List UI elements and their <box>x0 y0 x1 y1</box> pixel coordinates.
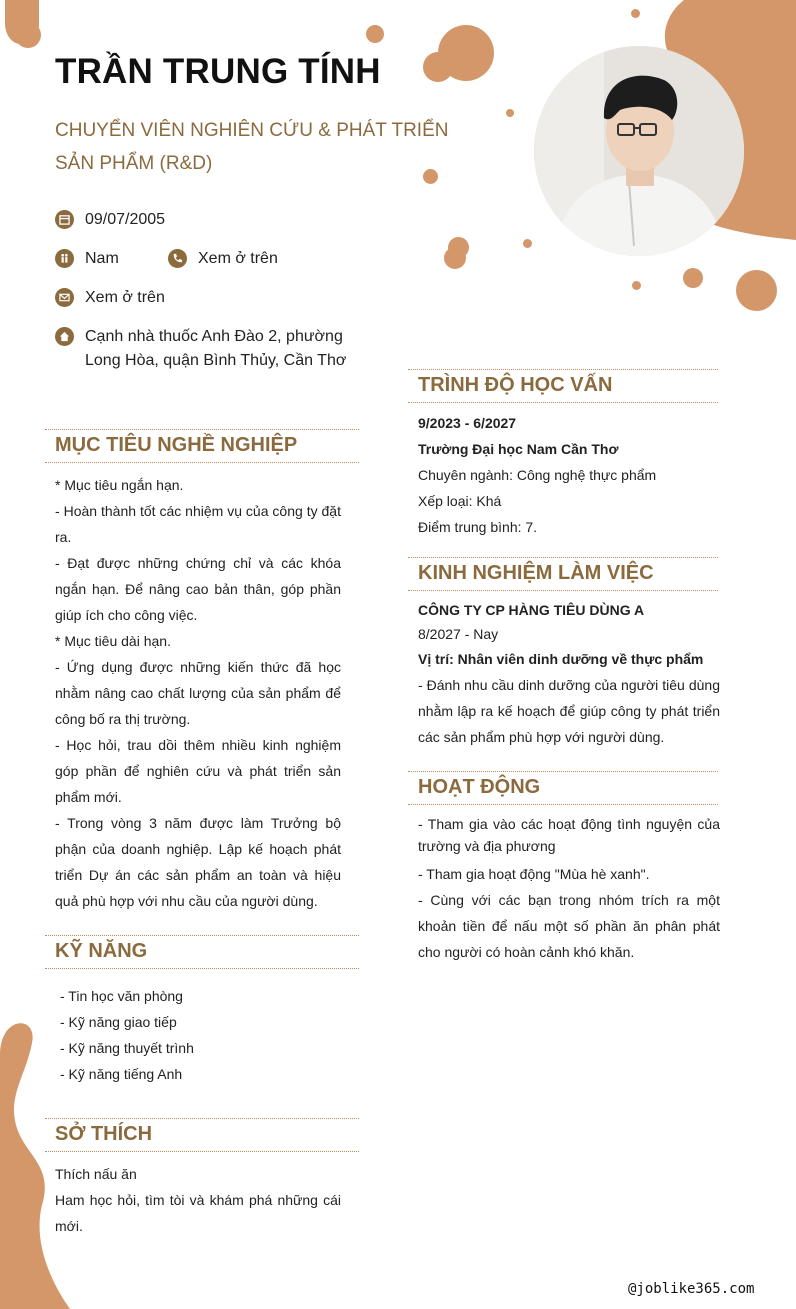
gender-value: Nam <box>85 250 119 267</box>
decorative-dot <box>683 268 703 288</box>
education-header <box>408 369 718 403</box>
decorative-dot <box>506 109 514 117</box>
skills-header <box>45 935 359 969</box>
skills-list <box>60 983 340 1087</box>
decorative-dot <box>631 9 640 18</box>
gender-row <box>55 249 119 271</box>
decorative-dot <box>444 247 466 269</box>
email-row <box>55 288 165 310</box>
watermark: @joblike365.com <box>628 1281 755 1297</box>
profile-photo <box>534 46 744 256</box>
activities-title: HOẠT ĐỘNG <box>418 776 541 798</box>
experience-header <box>408 557 718 591</box>
phone-value: Xem ở trên <box>198 250 278 267</box>
activities-body <box>418 813 720 965</box>
skill-item: - Kỹ năng thuyết trình <box>60 1040 194 1056</box>
hobby-line: Ham học hỏi, tìm tòi và khám phá những cái mới. <box>55 1192 341 1234</box>
activity-line: - Tham gia vào các hoạt động tình nguyện của trường và địa phương <box>418 816 720 854</box>
address-row <box>55 327 355 373</box>
gender-icon <box>55 249 74 268</box>
education-body <box>418 410 720 540</box>
birthday-value: 09/07/2005 <box>85 211 166 228</box>
activity-line: - Cùng với các bạn trong nhóm trích ra một khoản tiền để nấu một số phần ăn phân phát cho người có hoàn cảnh khó khăn. <box>418 892 720 960</box>
hobbies-body <box>55 1161 341 1239</box>
education-major: Chuyên ngành: Công nghệ thực phẩm <box>418 467 657 483</box>
envelope-icon <box>55 288 74 307</box>
hobbies-header <box>45 1118 359 1152</box>
objective-line: * Mục tiêu dài hạn. <box>55 633 171 649</box>
decorative-dot <box>632 281 641 290</box>
objective-line: - Trong vòng 3 năm được làm Trưởng bộ phận của doanh nghiệp. Lập kế hoạch phát triển Dự án các sản phẩm an toàn và hiệu quả phù hợp với nhu cầu của người dùng. <box>55 815 341 909</box>
candidate-name: TRẦN TRUNG TÍNH <box>55 52 381 91</box>
objective-line: * Mục tiêu ngắn hạn. <box>55 477 184 493</box>
objective-title: MỤC TIÊU NGHỀ NGHIỆP <box>55 434 298 456</box>
home-icon <box>55 327 74 346</box>
objective-header <box>45 429 359 463</box>
decorative-dot <box>736 270 777 311</box>
email-value: Xem ở trên <box>85 289 165 306</box>
experience-period: 8/2027 - Nay <box>418 626 499 642</box>
activity-line: - Tham gia hoạt động "Mùa hè xanh". <box>418 866 650 882</box>
decorative-dot <box>423 52 453 82</box>
phone-row <box>168 249 278 271</box>
job-title: CHUYỂN VIÊN NGHIÊN CỨU & PHÁT TRIỂN SẢN PHẨM (R&D) <box>55 120 449 174</box>
objective-line: - Đạt được những chứng chỉ và các khóa ngắn hạn. Để nâng cao bản thân, góp phần giúp ích cho công việc. <box>55 555 341 623</box>
decorative-dot <box>366 25 384 43</box>
decorative-dot <box>15 22 41 48</box>
education-title: TRÌNH ĐỘ HỌC VẤN <box>418 374 613 396</box>
experience-description: - Đánh nhu cầu dinh dưỡng của người tiêu dùng nhằm lập ra kế hoạch để giúp công ty phát triển các sản phẩm phù hợp với người dùng. <box>418 677 720 745</box>
address-value: Cạnh nhà thuốc Anh Đào 2, phường Long Hòa, quận Bình Thủy, Cần Thơ <box>85 328 347 369</box>
birthday-row <box>55 210 165 232</box>
decorative-dot <box>523 239 532 248</box>
education-school: Trường Đại học Nam Cần Thơ <box>418 441 619 457</box>
skill-item: - Tin học văn phòng <box>60 988 183 1004</box>
objective-body <box>55 472 341 914</box>
phone-icon <box>168 249 187 268</box>
hobby-line: Thích nấu ăn <box>55 1166 137 1182</box>
experience-position: Vị trí: Nhân viên dinh dưỡng về thực phẩm <box>418 651 704 667</box>
education-gpa: Điểm trung bình: 7. <box>418 519 538 535</box>
activities-header <box>408 771 718 805</box>
education-period: 9/2023 - 6/2027 <box>418 415 517 431</box>
skill-item: - Kỹ năng tiếng Anh <box>60 1066 183 1082</box>
calendar-icon <box>55 210 74 229</box>
experience-title: KINH NGHIỆM LÀM VIỆC <box>418 562 654 584</box>
experience-body <box>418 598 720 750</box>
objective-line: - Ứng dụng được những kiến thức đã học nhằm nâng cao chất lượng của sản phẩm để công bố ra thị trường. <box>55 659 341 727</box>
hobbies-title: SỞ THÍCH <box>55 1123 153 1145</box>
skills-title: KỸ NĂNG <box>55 940 148 962</box>
objective-line: - Hoàn thành tốt các nhiệm vụ của công ty đặt ra. <box>55 503 341 545</box>
experience-company: CÔNG TY CP HÀNG TIÊU DÙNG A <box>418 602 645 618</box>
skill-item: - Kỹ năng giao tiếp <box>60 1014 177 1030</box>
objective-line: - Học hỏi, trau dồi thêm nhiều kinh nghiệm góp phần để nghiên cứu và phát triển sản phẩm mới. <box>55 737 341 805</box>
education-rank: Xếp loại: Khá <box>418 493 502 509</box>
